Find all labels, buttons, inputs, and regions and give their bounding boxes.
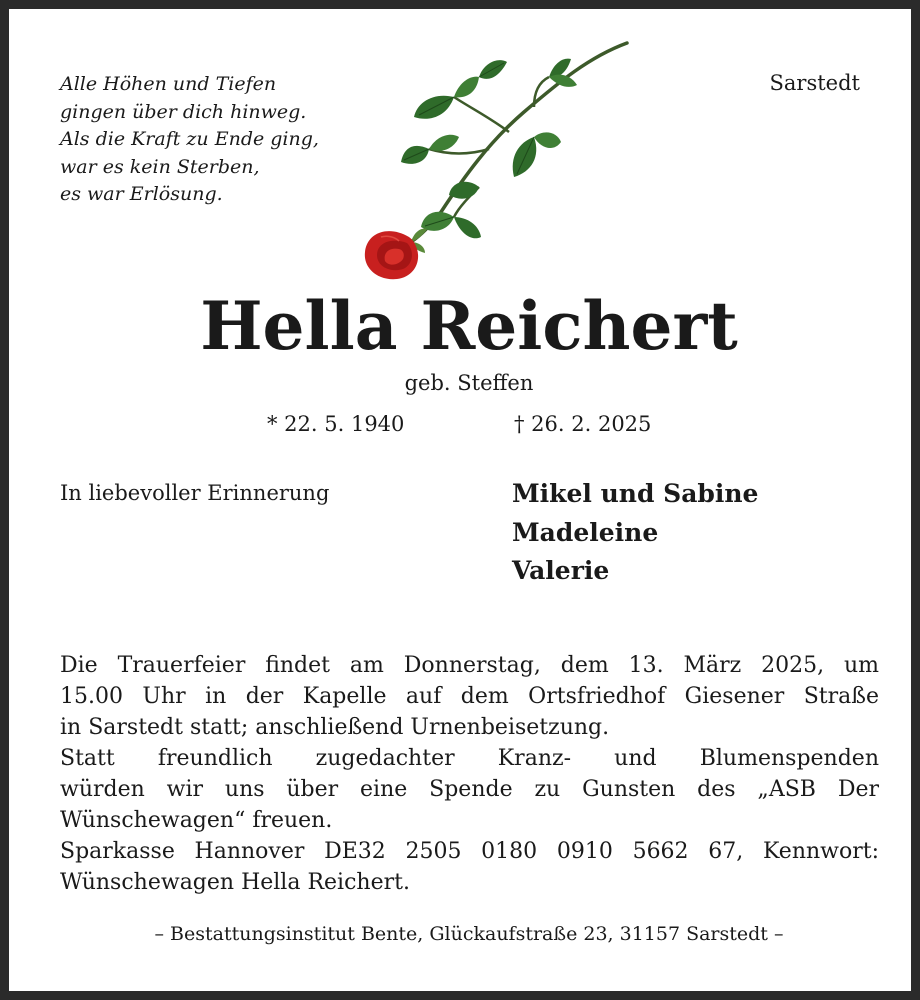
location-label: Sarstedt — [769, 71, 860, 95]
mourner-name: Madeleine — [512, 517, 659, 547]
poem-line: Alle Höhen und Tiefen — [60, 73, 277, 95]
poem — [60, 71, 390, 209]
announcement-line: Wünschewagen“ freuen. — [60, 808, 333, 833]
announcement-line: würden wir uns über eine Spende zu Gunsten des „ASB Der — [60, 777, 879, 802]
announcement-line: Sparkasse Hannover DE32 2505 0180 0910 5662 67, Kennwort: — [60, 839, 879, 864]
poem-line: war es kein Sterben, — [60, 155, 260, 178]
deceased-name: Hella Reichert — [200, 287, 738, 365]
funeral-home-footer: – Bestattungsinstitut Bente, Glückaufstraße 23, 31157 Sarstedt – — [154, 923, 784, 945]
mourner-name: Valerie — [512, 556, 610, 585]
announcement-line: Die Trauerfeier findet am Donnerstag, dem 13. März 2025, um — [60, 653, 879, 678]
birth-date: * 22. 5. 1940 — [267, 412, 405, 436]
announcement-text — [60, 650, 879, 898]
rose-icon — [359, 37, 649, 287]
memory-line: In liebevoller Erinnerung — [60, 481, 330, 505]
announcement-line: in Sarstedt statt; anschließend Urnenbeisetzung. — [60, 715, 610, 740]
maiden-name: geb. Steffen — [404, 371, 534, 395]
mourners-list — [512, 475, 758, 591]
death-date: † 26. 2. 2025 — [514, 412, 652, 436]
announcement-line: Statt freundlich zugedachter Kranz- und Blumenspenden — [60, 746, 879, 771]
poem-line: es war Erlösung. — [60, 183, 223, 205]
announcement-line: 15.00 Uhr in der Kapelle auf dem Ortsfriedhof Giesener Straße — [60, 684, 879, 709]
announcement-line: Wünschewagen Hella Reichert. — [60, 870, 410, 895]
poem-line: Als die Kraft zu Ende ging, — [60, 128, 319, 150]
poem-line: gingen über dich hinweg. — [60, 100, 307, 123]
mourner-name: Mikel und Sabine — [512, 479, 759, 508]
